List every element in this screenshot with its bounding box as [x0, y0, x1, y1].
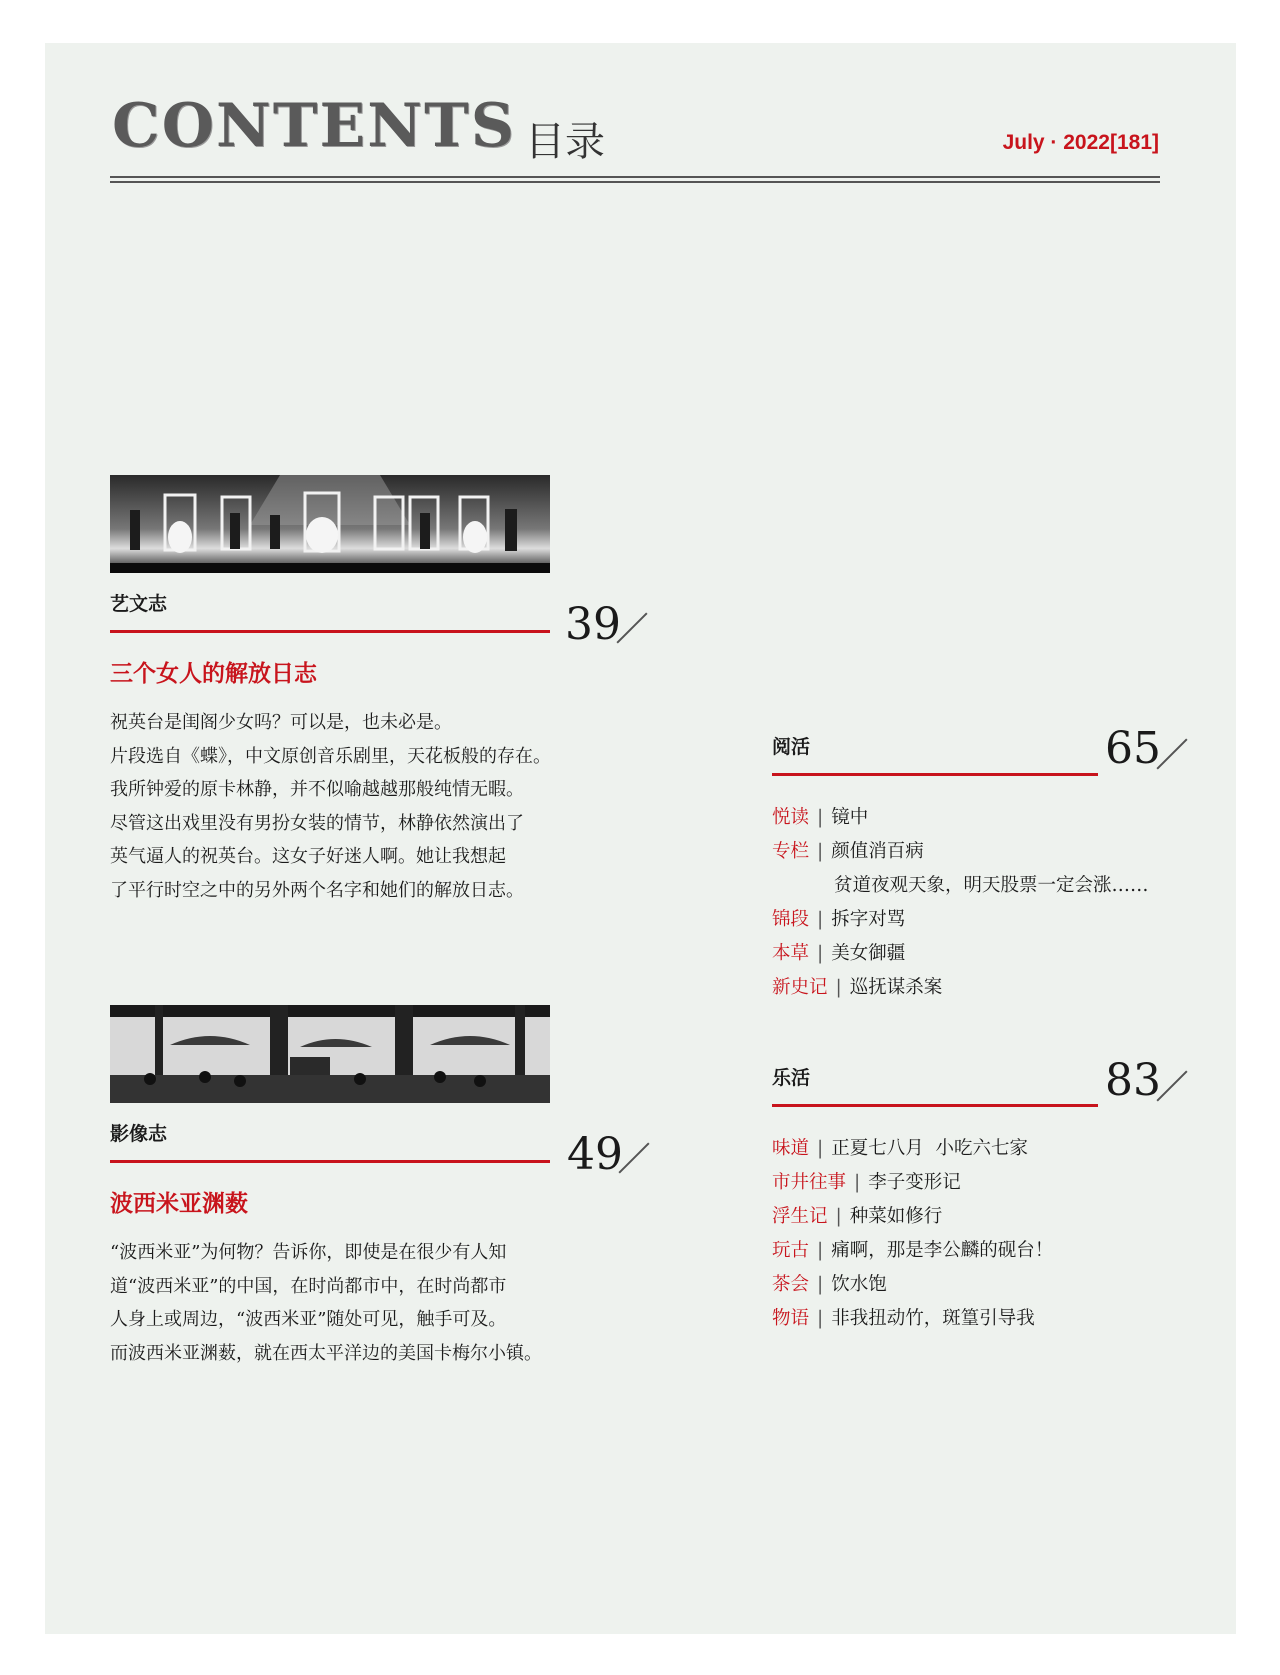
toc-title: 痛啊，那是李公麟的砚台！ [831, 1240, 1054, 1261]
toc-separator: | [835, 977, 842, 998]
toc-category: 锦段 [772, 909, 810, 930]
toc-item[interactable] [772, 801, 1149, 835]
toc-item[interactable] [772, 1302, 1053, 1336]
toc-item[interactable] [772, 1234, 1053, 1268]
page-number-slash [618, 1142, 649, 1173]
article-title: 波西米亚渊薮 [110, 1191, 248, 1217]
article-title: 三个女人的解放日志 [110, 661, 317, 687]
toc-title: 巡抚谋杀案 [849, 977, 943, 998]
summary-line: 人身上或周边，“波西米亚”随处可见，触手可及。 [110, 1309, 507, 1330]
toc-category: 专栏 [772, 841, 810, 862]
summary-line: 尽管这出戏里没有男扮女装的情节，林静依然演出了 [110, 812, 524, 834]
section-label-lehuo: 乐活 [772, 1067, 811, 1089]
toc-item[interactable] [772, 869, 1149, 903]
toc-separator: | [817, 1138, 824, 1159]
summary-line: 祝英台是闺阁少女吗？可以是，也未必是。 [110, 712, 452, 733]
toc-item[interactable] [772, 903, 1149, 937]
toc-separator: | [817, 841, 824, 862]
section-rule [772, 1104, 1098, 1107]
page-number: 65 [1105, 723, 1161, 774]
toc-category: 市井往事 [772, 1172, 847, 1193]
toc-category: 物语 [772, 1308, 810, 1329]
toc-category: 玩古 [772, 1240, 810, 1261]
section-label-yingxiangzhi: 影像志 [110, 1123, 168, 1145]
article-summary [110, 706, 570, 907]
header-rule-top [110, 176, 1160, 178]
cafe-photo [110, 1005, 550, 1103]
page-number: 83 [1105, 1055, 1161, 1106]
toc-list-lehuo [772, 1132, 1053, 1336]
toc-title: 李子变形记 [868, 1172, 961, 1193]
toc-item[interactable] [772, 1132, 1053, 1166]
toc-title: 种菜如修行 [849, 1206, 943, 1227]
toc-list-yuehuo [772, 801, 1149, 1005]
toc-separator: | [817, 1308, 824, 1329]
toc-category: 浮生记 [772, 1206, 828, 1227]
summary-line: 英气逼人的祝英台。这女子好迷人啊。她让我想起 [110, 846, 506, 867]
page-number: 39 [565, 599, 621, 650]
toc-title: 非我扭动竹，斑篁引导我 [831, 1308, 1035, 1329]
section-label-yuehuo: 阅活 [772, 736, 811, 758]
summary-line: 而波西米亚渊薮，就在西太平洋边的美国卡梅尔小镇。 [110, 1342, 542, 1364]
page-number-slash [616, 612, 647, 643]
toc-separator: | [835, 1206, 842, 1227]
toc-item[interactable] [772, 971, 1149, 1005]
toc-separator: | [817, 1240, 824, 1261]
toc-title: 镜中 [831, 807, 869, 828]
toc-separator: | [817, 943, 824, 964]
stage-photo [110, 475, 550, 573]
article-summary [110, 1236, 570, 1370]
summary-line: “波西米亚”为何物？告诉你，即使是在很少有人知 [110, 1242, 507, 1263]
issue-date: July · 2022[181] [1002, 131, 1159, 154]
contents-heading: CONTENTS [112, 91, 517, 161]
toc-title: 贫道夜观天象，明天股票一定会涨…… [834, 875, 1149, 896]
toc-title: 正夏七八月 小吃六七家 [831, 1138, 1029, 1159]
toc-category: 茶会 [772, 1274, 810, 1295]
toc-item[interactable] [772, 937, 1149, 971]
summary-line: 道“波西米亚”的中国，在时尚都市中，在时尚都市 [110, 1275, 507, 1297]
section-rule [772, 773, 1098, 776]
toc-item[interactable] [772, 1166, 1053, 1200]
toc-title: 美女御疆 [831, 943, 906, 964]
summary-line: 了平行时空之中的另外两个名字和她们的解放日志。 [110, 879, 524, 901]
toc-category: 新史记 [772, 977, 828, 998]
toc-separator: | [854, 1172, 861, 1193]
section-rule [110, 630, 550, 633]
toc-separator: | [817, 807, 824, 828]
toc-title: 拆字对骂 [831, 909, 906, 930]
toc-title: 颜值消百病 [831, 841, 924, 862]
toc-category: 悦读 [772, 807, 810, 828]
page-number: 49 [567, 1129, 623, 1180]
contents-heading-cn: 目录 [525, 119, 605, 165]
summary-line: 我所钟爱的原卡林静，并不似喻越越那般纯情无暇。 [110, 779, 524, 800]
summary-line: 片段选自《蝶》，中文原创音乐剧里，天花板般的存在。 [110, 745, 551, 767]
toc-separator: | [817, 1274, 824, 1295]
section-label-yiwenzhi: 艺文志 [110, 593, 168, 615]
toc-category: 味道 [772, 1138, 810, 1159]
header-rule-bottom [110, 181, 1160, 183]
page-number-slash [1156, 1070, 1187, 1101]
toc-page [45, 43, 1236, 1634]
page-number-slash [1156, 738, 1187, 769]
toc-category: 本草 [772, 943, 810, 964]
toc-item[interactable] [772, 835, 1149, 869]
toc-title: 饮水饱 [831, 1274, 887, 1295]
toc-item[interactable] [772, 1200, 1053, 1234]
toc-separator: | [817, 909, 824, 930]
section-rule [110, 1160, 550, 1163]
toc-item[interactable] [772, 1268, 1053, 1302]
